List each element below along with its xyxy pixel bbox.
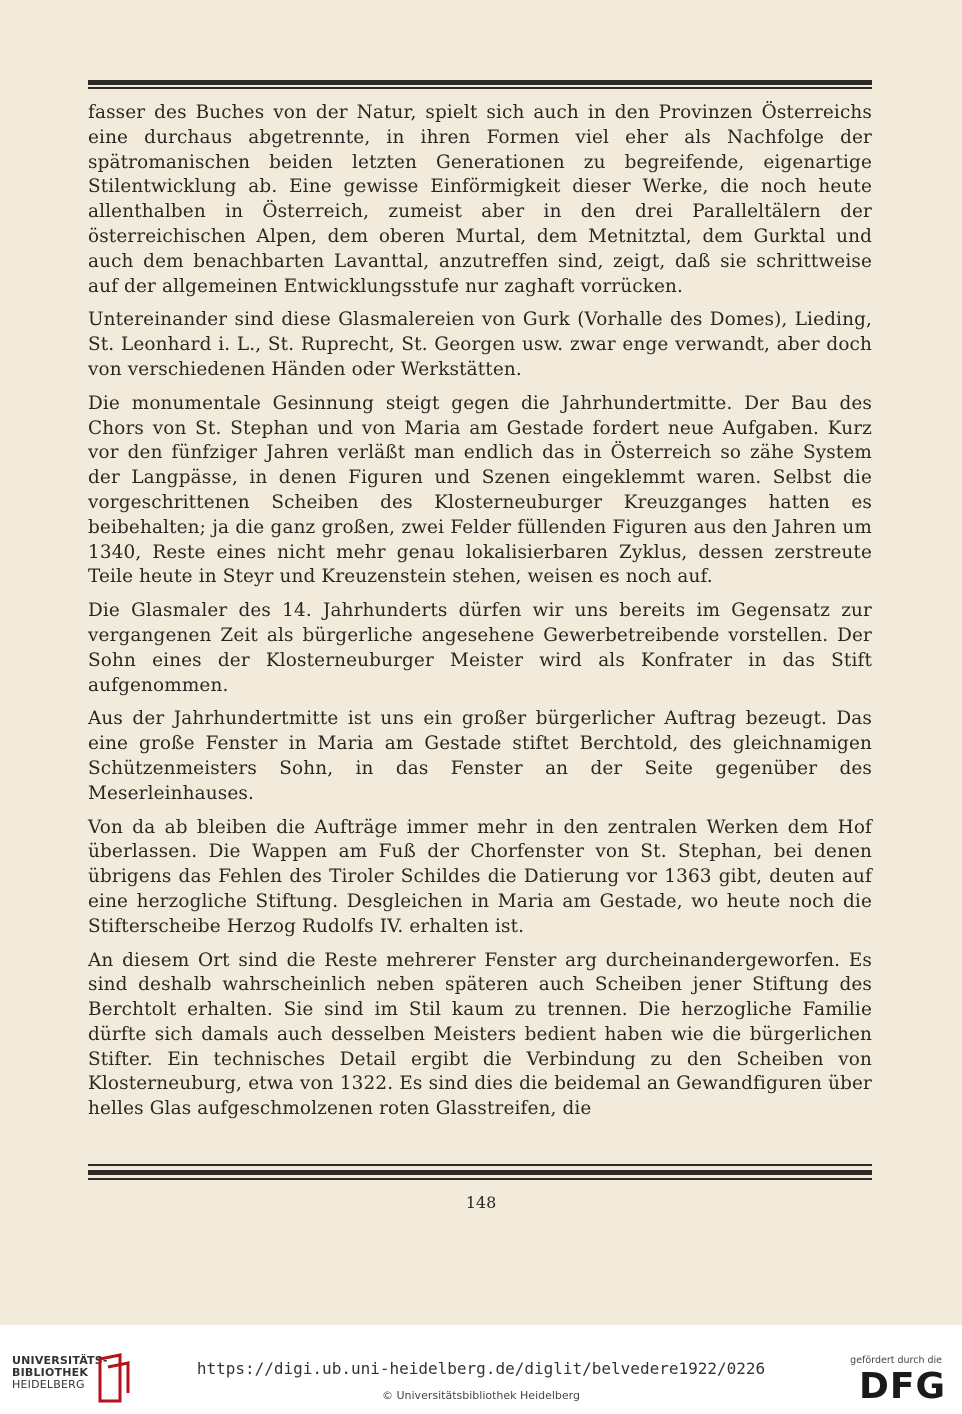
- paragraph: Die monumentale Gesinnung steigt gegen die Jahrhundertmitte. Der Bau des Chors von St. Stephan und von Maria am Gestade fordert neue Aufgaben. Kurz vor den fünfziger Jahren verläßt man endlich das in Österreich so zähe System der Langpässe, in denen Figuren und Szenen eingeklemmt waren. Selbst die vorgeschrittenen Scheiben des Klosterneuburger Kreuzganges hatten es beibehalten; ja die ganz großen, zwei Felder füllenden Figuren aus den Jahren um 1340, Reste eines nicht mehr genau lokalisierbaren Zyklus, dessen zerstreute Teile heute in Steyr und Kreuzenstein stehen, weisen es noch auf.: [88, 392, 872, 588]
- paragraph: An diesem Ort sind die Reste mehrerer Fenster arg durcheinandergeworfen. Es sind deshalb wahrscheinlich neben späteren auch Scheiben jener Stiftung des Berchtolt erhalten. Sie sind im Stil kaum zu trennen. Die herzogliche Familie dürfte sich damals auch desselben Meisters bedient haben wie die bürgerlichen Stifter. Ein technisches Detail ergibt die Verbindung zu den Scheiben von Klosterneuburg, etwa von 1322. Es sind dies die beidemal an Gewandfiguren über helles Glas aufgeschmolzenen roten Glasstreifen, die: [88, 949, 872, 1120]
- paragraph: fasser des Buches von der Natur, spielt sich auch in den Provinzen Österreichs eine durchaus abgetrennte, in ihren Formen viel eher als Nachfolge der spätromanischen beiden letzten Generationen zu begreifende, eigenartige Stilentwicklung ab. Eine gewisse Einförmigkeit dieser Werke, die noch heute allenthalben in Österreich, zumeist aber in den drei Paralleltälern der österreichischen Alpen, dem oberen Murtal, dem Metnitztal, dem Gurktal und auch dem benachbarten Lavanttal, anzutreffen sind, zeigt, daß sie schrittweise auf der allgemeinen Entwicklungsstufe nur zaghaft vorrücken.: [88, 102, 872, 297]
- top-rule: [88, 80, 872, 89]
- paragraph: Von da ab bleiben die Aufträge immer mehr in den zentralen Werken dem Hof überlassen. Die Wappen am Fuß der Chorfenster von St. Stephan, bei denen übrigens das Fehlen des Tiroler Schildes die Datierung vor 1363 gibt, deuten auf eine herzogliche Stiftung. Desgleichen in Maria am Gestade, wo heute noch die Stifterscheibe Herzog Rudolfs IV. erhalten ist.: [88, 816, 872, 937]
- paragraph: Die Glasmaler des 14. Jahrhunderts dürfen wir uns bereits im Gegensatz zur vergangenen Zeit als bürgerliche angesehene Gewerbetreibende vorstellen. Der Sohn eines der Klosterneuburger Meister wird als Konfrater in das Stift aufgenommen.: [88, 600, 872, 696]
- viewer-footer: [0, 1325, 962, 1414]
- bottom-rule: [88, 1164, 872, 1184]
- library-name-line: UNIVERSITÄTS-: [12, 1354, 108, 1367]
- permalink-url[interactable]: https://digi.ub.uni-heidelberg.de/diglit/belvedere1922/0226: [196, 1359, 766, 1378]
- dfg-logo[interactable]: DFG: [858, 1366, 946, 1407]
- copyright-notice: © Universitätsbibliothek Heidelberg: [381, 1389, 580, 1402]
- library-name-line: HEIDELBERG: [12, 1378, 85, 1391]
- body-text: [88, 101, 872, 1131]
- paragraph: Aus der Jahrhundertmitte ist uns ein großer bürgerlicher Auftrag bezeugt. Das eine große Fenster in Maria am Gestade stiftet Berchtold, des gleichnamigen Schützenmeisters Sohn, in das Fenster an der Seite gegenüber des Meserleinhauses.: [88, 708, 872, 804]
- page-number: 148: [465, 1193, 497, 1212]
- funder-note: gefördert durch die: [850, 1355, 942, 1366]
- paragraph: Untereinander sind diese Glasmalereien von Gurk (Vorhalle des Domes), Lieding, St. Leonhard i. L., St. Ruprecht, St. Georgen usw. zwar enge verwandt, aber doch von verschiedenen Händen oder Werkstätten.: [88, 309, 872, 380]
- library-name-line: BIBLIOTHEK: [12, 1366, 89, 1379]
